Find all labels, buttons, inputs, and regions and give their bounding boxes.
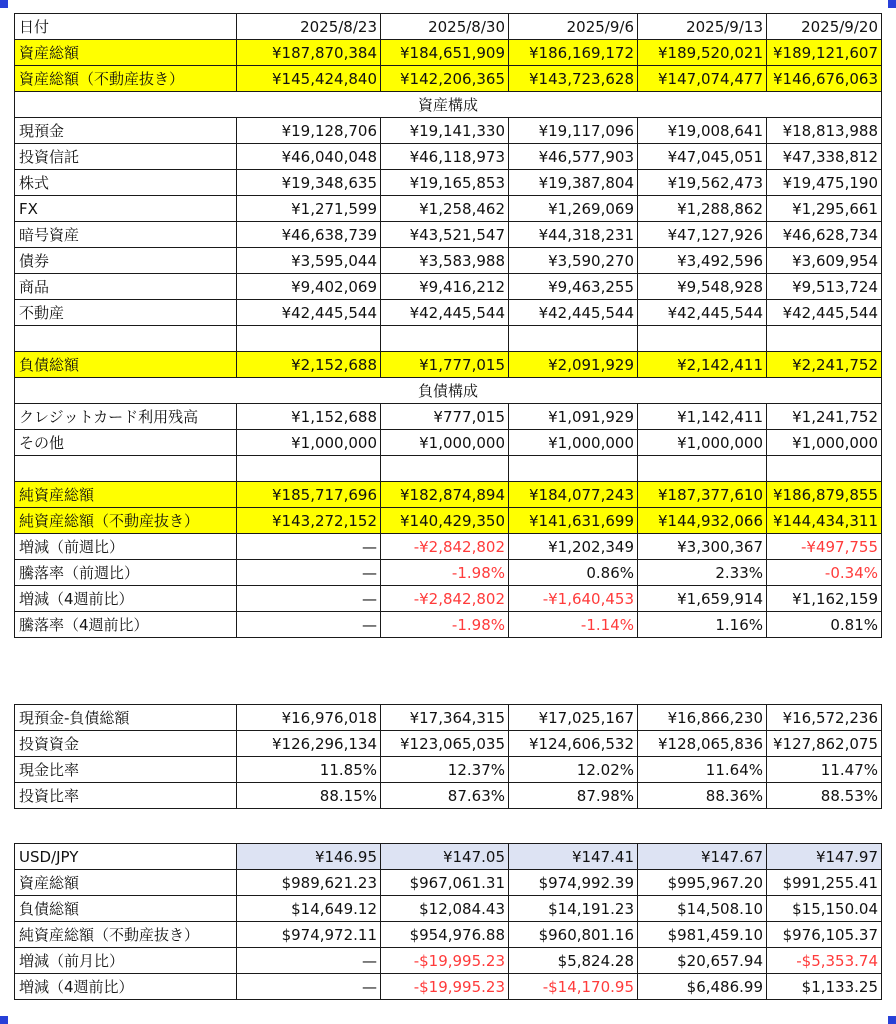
cash-ratio-table (14, 704, 882, 809)
blank-cell (767, 456, 882, 482)
value-cell: ¥147,074,477 (638, 66, 767, 92)
row-label: 増減（前週比） (15, 534, 237, 560)
value-cell: $967,061.31 (381, 870, 509, 896)
row-label: 商品 (15, 274, 237, 300)
value-cell: ¥3,595,044 (237, 248, 381, 274)
value-cell: — (237, 560, 381, 586)
value-cell: $6,486.99 (638, 974, 767, 1000)
value-cell: 88.36% (638, 783, 767, 809)
value-cell: ¥9,513,724 (767, 274, 882, 300)
value-cell: ¥42,445,544 (638, 300, 767, 326)
value-cell: $14,508.10 (638, 896, 767, 922)
value-cell: ¥42,445,544 (767, 300, 882, 326)
table-row (15, 300, 882, 326)
value-cell: -0.34% (767, 560, 882, 586)
value-cell: ¥1,091,929 (509, 404, 638, 430)
section-row (15, 92, 882, 118)
value-cell: ¥42,445,544 (381, 300, 509, 326)
value-cell: ¥3,300,367 (638, 534, 767, 560)
value-cell: 11.64% (638, 757, 767, 783)
value-cell: ¥189,520,021 (638, 40, 767, 66)
value-cell: ¥3,590,270 (509, 248, 638, 274)
fx-rate-cell: ¥147.97 (767, 844, 882, 870)
value-cell: ¥185,717,696 (237, 482, 381, 508)
value-cell: -1.14% (509, 612, 638, 638)
value-cell: $960,801.16 (509, 922, 638, 948)
value-cell: 87.63% (381, 783, 509, 809)
value-cell: ¥44,318,231 (509, 222, 638, 248)
value-cell: 12.02% (509, 757, 638, 783)
value-cell: ¥19,562,473 (638, 170, 767, 196)
value-cell: -¥2,842,802 (381, 586, 509, 612)
value-cell: $974,972.11 (237, 922, 381, 948)
table-row (15, 731, 882, 757)
section-row (15, 378, 882, 404)
value-cell: ¥2,152,688 (237, 352, 381, 378)
value-cell: 0.86% (509, 560, 638, 586)
value-cell: ¥1,659,914 (638, 586, 767, 612)
value-cell: -¥497,755 (767, 534, 882, 560)
row-label: 負債総額 (15, 896, 237, 922)
value-cell: ¥19,008,641 (638, 118, 767, 144)
value-cell: ¥1,000,000 (638, 430, 767, 456)
row-label: 資産総額 (15, 870, 237, 896)
table-row (15, 118, 882, 144)
blank-cell (15, 456, 237, 482)
value-cell: — (237, 612, 381, 638)
asset-summary-table (14, 13, 882, 638)
value-cell: $974,992.39 (509, 870, 638, 896)
value-cell: ¥19,387,804 (509, 170, 638, 196)
value-cell: 11.85% (237, 757, 381, 783)
table-row (15, 196, 882, 222)
value-cell: ¥1,777,015 (381, 352, 509, 378)
value-cell: ¥46,577,903 (509, 144, 638, 170)
value-cell: ¥1,000,000 (767, 430, 882, 456)
value-cell: ¥186,169,172 (509, 40, 638, 66)
value-cell: 12.37% (381, 757, 509, 783)
row-label: 債券 (15, 248, 237, 274)
corner-marker-top-right (888, 0, 896, 8)
value-cell: $15,150.04 (767, 896, 882, 922)
section-title: 資産構成 (15, 92, 882, 118)
value-cell: 2.33% (638, 560, 767, 586)
value-cell: $12,084.43 (381, 896, 509, 922)
table-row (15, 66, 882, 92)
value-cell: ¥2,142,411 (638, 352, 767, 378)
row-label: 現預金-負債総額 (15, 705, 237, 731)
fx-rate-row (15, 844, 882, 870)
table-row (15, 560, 882, 586)
value-cell: ¥1,295,661 (767, 196, 882, 222)
value-cell: $20,657.94 (638, 948, 767, 974)
blank-cell (237, 456, 381, 482)
value-cell: ¥19,128,706 (237, 118, 381, 144)
table-row (15, 783, 882, 809)
row-label: 騰落率（前週比） (15, 560, 237, 586)
value-cell: ¥142,206,365 (381, 66, 509, 92)
row-label: 不動産 (15, 300, 237, 326)
fx-rate-cell: ¥146.95 (237, 844, 381, 870)
table-row (15, 482, 882, 508)
row-label: その他 (15, 430, 237, 456)
value-cell: ¥9,402,069 (237, 274, 381, 300)
value-cell: $976,105.37 (767, 922, 882, 948)
table-row (15, 508, 882, 534)
table-row (15, 248, 882, 274)
value-cell: ¥127,862,075 (767, 731, 882, 757)
blank-row (15, 456, 882, 482)
value-cell: ¥1,142,411 (638, 404, 767, 430)
table-row (15, 534, 882, 560)
value-cell: ¥16,866,230 (638, 705, 767, 731)
value-cell: ¥17,025,167 (509, 705, 638, 731)
value-cell: ¥124,606,532 (509, 731, 638, 757)
value-cell: ¥2,241,752 (767, 352, 882, 378)
value-cell: ¥141,631,699 (509, 508, 638, 534)
value-cell: ¥47,045,051 (638, 144, 767, 170)
value-cell: 0.81% (767, 612, 882, 638)
value-cell: ¥140,429,350 (381, 508, 509, 534)
value-cell: ¥17,364,315 (381, 705, 509, 731)
value-cell: ¥19,141,330 (381, 118, 509, 144)
row-label: 増減（前月比） (15, 948, 237, 974)
row-label: 資産総額 (15, 40, 237, 66)
blank-cell (509, 326, 638, 352)
row-label: 投資資金 (15, 731, 237, 757)
value-cell: ¥1,288,862 (638, 196, 767, 222)
value-cell: $14,191.23 (509, 896, 638, 922)
row-label: FX (15, 196, 237, 222)
section-title: 負債構成 (15, 378, 882, 404)
value-cell: ¥1,271,599 (237, 196, 381, 222)
value-cell: ¥1,000,000 (237, 430, 381, 456)
value-cell: ¥143,272,152 (237, 508, 381, 534)
row-label: 現預金 (15, 118, 237, 144)
value-cell: ¥16,572,236 (767, 705, 882, 731)
row-label: 現金比率 (15, 757, 237, 783)
value-cell: ¥46,040,048 (237, 144, 381, 170)
fx-rate-cell: ¥147.67 (638, 844, 767, 870)
table-row (15, 222, 882, 248)
value-cell: ¥145,424,840 (237, 66, 381, 92)
value-cell: -$19,995.23 (381, 948, 509, 974)
row-label: 純資産総額（不動産抜き） (15, 508, 237, 534)
value-cell: ¥144,434,311 (767, 508, 882, 534)
value-cell: $5,824.28 (509, 948, 638, 974)
value-cell: ¥143,723,628 (509, 66, 638, 92)
value-cell: ¥18,813,988 (767, 118, 882, 144)
value-cell: ¥1,241,752 (767, 404, 882, 430)
value-cell: ¥144,932,066 (638, 508, 767, 534)
value-cell: ¥146,676,063 (767, 66, 882, 92)
table-row (15, 612, 882, 638)
value-cell: ¥777,015 (381, 404, 509, 430)
table-row (15, 922, 882, 948)
value-cell: ¥1,162,159 (767, 586, 882, 612)
value-cell: ¥46,628,734 (767, 222, 882, 248)
value-cell: $954,976.88 (381, 922, 509, 948)
table-row (15, 870, 882, 896)
blank-cell (638, 326, 767, 352)
value-cell: ¥42,445,544 (237, 300, 381, 326)
value-cell: ¥1,202,349 (509, 534, 638, 560)
value-cell: -¥1,640,453 (509, 586, 638, 612)
value-cell: ¥19,117,096 (509, 118, 638, 144)
corner-marker-bottom-left (0, 1016, 8, 1024)
blank-cell (15, 326, 237, 352)
blank-cell (767, 326, 882, 352)
value-cell: ¥1,269,069 (509, 196, 638, 222)
blank-cell (237, 326, 381, 352)
fx-rate-cell: ¥147.41 (509, 844, 638, 870)
row-label: USD/JPY (15, 844, 237, 870)
table-row (15, 40, 882, 66)
value-cell: — (237, 534, 381, 560)
value-cell: -1.98% (381, 612, 509, 638)
row-label: 負債総額 (15, 352, 237, 378)
row-label: 暗号資産 (15, 222, 237, 248)
value-cell: ¥189,121,607 (767, 40, 882, 66)
row-label: 騰落率（4週前比） (15, 612, 237, 638)
value-cell: ¥1,000,000 (381, 430, 509, 456)
value-cell: -1.98% (381, 560, 509, 586)
header-label-cell: 日付 (15, 14, 237, 40)
date-header-cell: 2025/9/13 (638, 14, 767, 40)
value-cell: ¥16,976,018 (237, 705, 381, 731)
value-cell: ¥42,445,544 (509, 300, 638, 326)
row-label: 純資産総額（不動産抜き） (15, 922, 237, 948)
table-row (15, 144, 882, 170)
value-cell: — (237, 974, 381, 1000)
table-row (15, 430, 882, 456)
row-label: 増減（4週前比） (15, 586, 237, 612)
table-row (15, 974, 882, 1000)
value-cell: 88.53% (767, 783, 882, 809)
value-cell: — (237, 586, 381, 612)
value-cell: $981,459.10 (638, 922, 767, 948)
value-cell: ¥9,548,928 (638, 274, 767, 300)
value-cell: ¥3,492,596 (638, 248, 767, 274)
value-cell: $989,621.23 (237, 870, 381, 896)
value-cell: -$14,170.95 (509, 974, 638, 1000)
usd-conversion-table (14, 843, 882, 1000)
row-label: クレジットカード利用残高 (15, 404, 237, 430)
date-header-cell: 2025/9/6 (509, 14, 638, 40)
corner-marker-top-left (0, 0, 8, 8)
blank-cell (381, 326, 509, 352)
row-label: 株式 (15, 170, 237, 196)
value-cell: -¥2,842,802 (381, 534, 509, 560)
value-cell: 88.15% (237, 783, 381, 809)
row-label: 増減（4週前比） (15, 974, 237, 1000)
row-label: 投資信託 (15, 144, 237, 170)
table-row (15, 274, 882, 300)
table-row (15, 170, 882, 196)
value-cell: 1.16% (638, 612, 767, 638)
corner-marker-bottom-right (888, 1016, 896, 1024)
value-cell: ¥182,874,894 (381, 482, 509, 508)
blank-cell (509, 456, 638, 482)
table-row (15, 757, 882, 783)
value-cell: $991,255.41 (767, 870, 882, 896)
value-cell: $14,649.12 (237, 896, 381, 922)
value-cell: 87.98% (509, 783, 638, 809)
value-cell: ¥126,296,134 (237, 731, 381, 757)
table-row (15, 896, 882, 922)
table-row (15, 586, 882, 612)
value-cell: ¥47,127,926 (638, 222, 767, 248)
value-cell: ¥9,416,212 (381, 274, 509, 300)
value-cell: -$19,995.23 (381, 974, 509, 1000)
blank-row (15, 326, 882, 352)
value-cell: ¥43,521,547 (381, 222, 509, 248)
blank-cell (638, 456, 767, 482)
fx-rate-cell: ¥147.05 (381, 844, 509, 870)
row-label: 純資産総額 (15, 482, 237, 508)
date-header-cell: 2025/8/23 (237, 14, 381, 40)
value-cell: ¥3,609,954 (767, 248, 882, 274)
value-cell: ¥2,091,929 (509, 352, 638, 378)
blank-cell (381, 456, 509, 482)
value-cell: ¥3,583,988 (381, 248, 509, 274)
value-cell: ¥186,879,855 (767, 482, 882, 508)
date-header-cell: 2025/9/20 (767, 14, 882, 40)
table-row (15, 404, 882, 430)
value-cell: ¥47,338,812 (767, 144, 882, 170)
value-cell: ¥19,475,190 (767, 170, 882, 196)
value-cell: ¥9,463,255 (509, 274, 638, 300)
value-cell: $995,967.20 (638, 870, 767, 896)
date-header-cell: 2025/8/30 (381, 14, 509, 40)
value-cell: ¥1,000,000 (509, 430, 638, 456)
value-cell: ¥1,152,688 (237, 404, 381, 430)
value-cell: ¥187,870,384 (237, 40, 381, 66)
value-cell: 11.47% (767, 757, 882, 783)
header-row (15, 14, 882, 40)
value-cell: ¥187,377,610 (638, 482, 767, 508)
value-cell: ¥128,065,836 (638, 731, 767, 757)
table-row (15, 705, 882, 731)
row-label: 資産総額（不動産抜き） (15, 66, 237, 92)
value-cell: ¥46,118,973 (381, 144, 509, 170)
value-cell: ¥184,077,243 (509, 482, 638, 508)
value-cell: ¥46,638,739 (237, 222, 381, 248)
table-row (15, 352, 882, 378)
value-cell: $1,133.25 (767, 974, 882, 1000)
value-cell: ¥19,348,635 (237, 170, 381, 196)
row-label: 投資比率 (15, 783, 237, 809)
table-row (15, 948, 882, 974)
value-cell: — (237, 948, 381, 974)
value-cell: ¥184,651,909 (381, 40, 509, 66)
value-cell: ¥1,258,462 (381, 196, 509, 222)
value-cell: ¥123,065,035 (381, 731, 509, 757)
value-cell: ¥19,165,853 (381, 170, 509, 196)
value-cell: -$5,353.74 (767, 948, 882, 974)
